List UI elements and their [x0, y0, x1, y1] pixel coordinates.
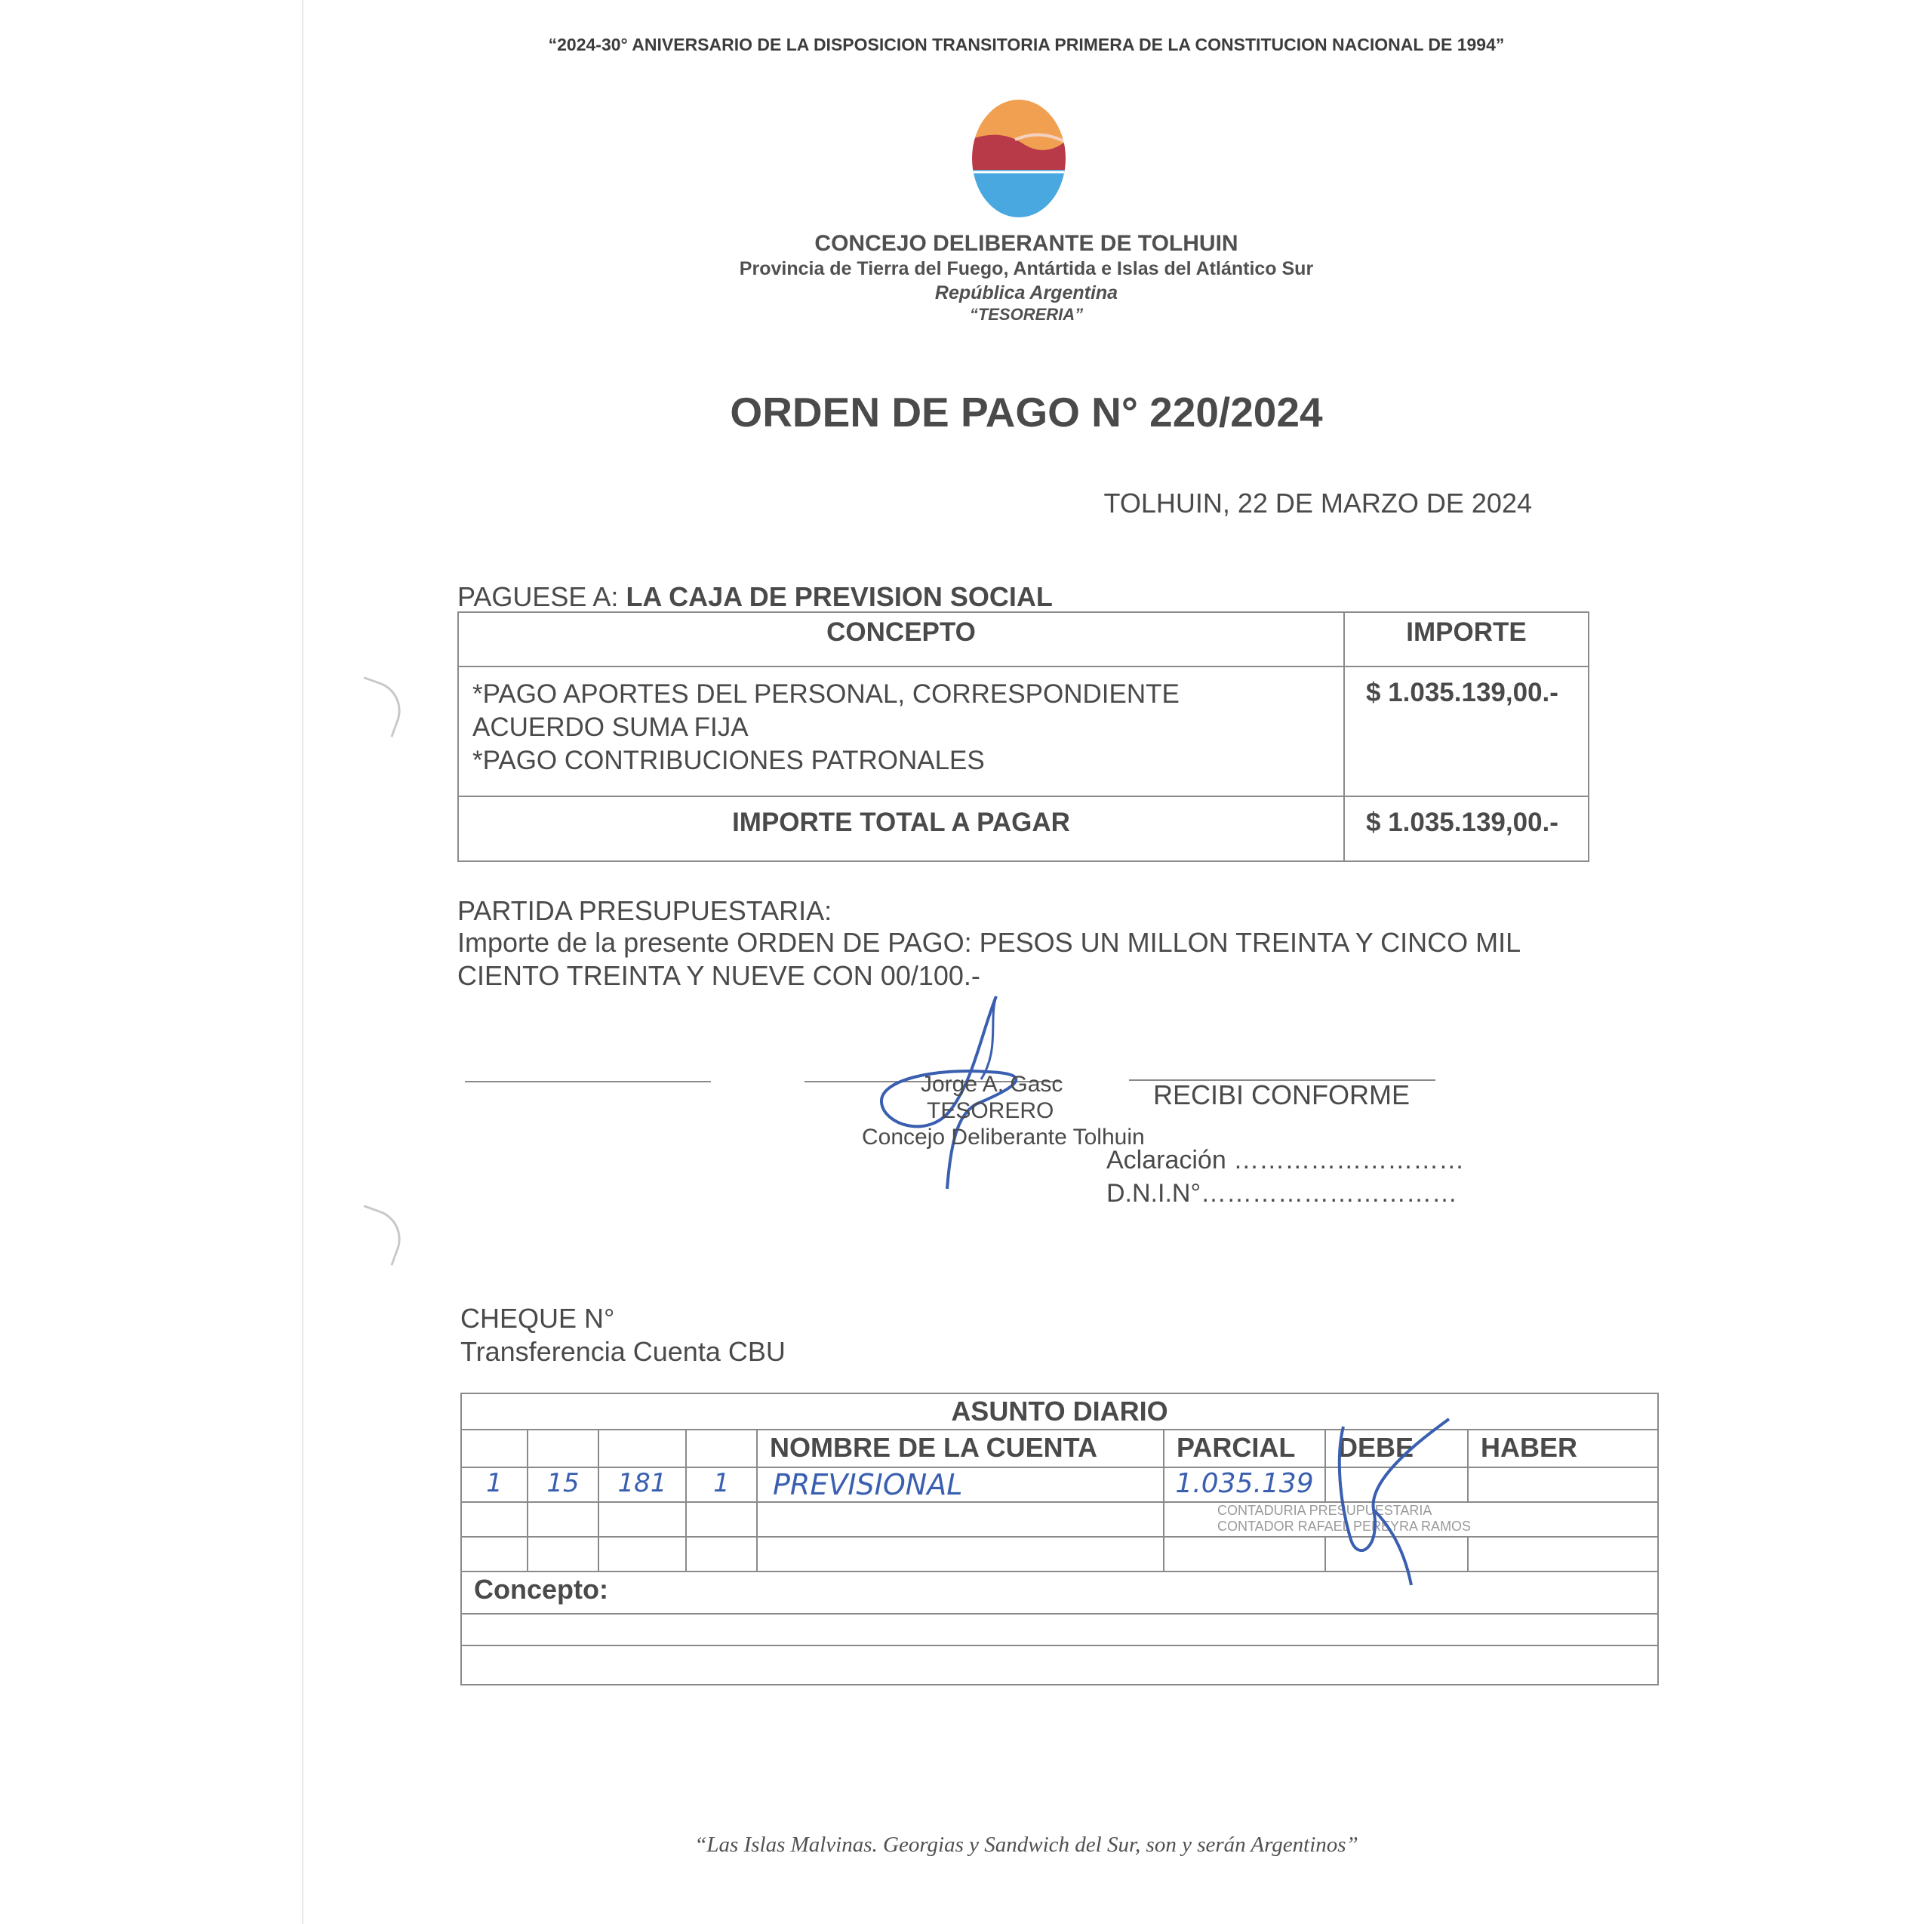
partial-amount: 1.035.139	[1164, 1467, 1325, 1502]
punch-hole	[348, 676, 409, 737]
journal-code: 1	[686, 1467, 757, 1502]
treasurer-role: TESORERO	[927, 1098, 1054, 1123]
aclaracion-field: Aclaración ………………………	[1106, 1146, 1465, 1174]
stamp-line: CONTADOR RAFAEL PEREYRA RAMOS	[1217, 1519, 1472, 1534]
country: República Argentina	[934, 282, 1118, 303]
account-header: NOMBRE DE LA CUENTA	[757, 1430, 1164, 1467]
concept-line: ACUERDO SUMA FIJA	[472, 713, 749, 742]
journal-cell	[686, 1537, 757, 1572]
transfer-label: Transferencia Cuenta CBU	[460, 1336, 786, 1367]
journal-cell	[461, 1614, 1658, 1645]
province: Provincia de Tierra del Fuego, Antártida e Islas del Atlántico Sur	[739, 258, 1314, 279]
accountant-signature	[1328, 1411, 1464, 1593]
journal-cell	[1164, 1537, 1325, 1572]
place-date: TOLHUIN, 22 DE MARZO DE 2024	[1103, 488, 1532, 519]
journal-cell	[757, 1537, 1164, 1572]
debit-header: DEBE	[1325, 1430, 1468, 1467]
footer-motto: “Las Islas Malvinas. Georgias y Sandwich del Sur, son y serán Argentinos”	[694, 1833, 1358, 1857]
total-amount: $ 1.035.139,00.-	[1344, 796, 1589, 861]
journal-cell	[1468, 1537, 1658, 1572]
total-label: IMPORTE TOTAL A PAGAR	[458, 796, 1344, 861]
amount-header: IMPORTE	[1344, 612, 1589, 666]
budget-label: PARTIDA PRESUPUESTARIA:	[457, 895, 832, 926]
journal-cell	[461, 1537, 528, 1572]
journal-code: 181	[598, 1467, 686, 1502]
journal-cell	[686, 1430, 757, 1467]
partial-header: PARCIAL	[1164, 1430, 1325, 1467]
council-logo	[970, 98, 1068, 219]
stamp-line: CONTADURIA PRESUPUESTARIA	[1217, 1503, 1432, 1518]
journal-cell	[598, 1430, 686, 1467]
punch-hole	[348, 1205, 409, 1266]
cheque-label: CHEQUE N°	[460, 1303, 615, 1334]
journal-cell	[598, 1502, 686, 1537]
concept-cell	[458, 666, 1344, 796]
journal-cell	[461, 1430, 528, 1467]
treasurer-name: Jorge A. Gasc	[921, 1072, 1063, 1097]
journal-code: 15	[528, 1467, 598, 1502]
amount-in-words-2: CIENTO TREINTA Y NUEVE CON 00/100.-	[457, 960, 980, 991]
journal-cell	[528, 1430, 598, 1467]
anniversary-header: “2024-30° ANIVERSARIO DE LA DISPOSICION TRANSITORIA PRIMERA DE LA CONSTITUCION NACIONAL DE 1994”	[548, 35, 1505, 54]
journal-cell	[686, 1502, 757, 1537]
journal-cell	[1468, 1467, 1658, 1502]
concept-header: CONCEPTO	[458, 612, 1344, 666]
journal-cell	[528, 1502, 598, 1537]
treasurer-body: Concejo Deliberante Tolhuin	[862, 1125, 1145, 1150]
payee-name: LA CAJA DE PREVISION SOCIAL	[626, 581, 1053, 612]
payee-line	[457, 581, 1053, 613]
journal-cell	[598, 1537, 686, 1572]
department: “TESORERIA”	[969, 305, 1084, 324]
journal-title: ASUNTO DIARIO	[461, 1393, 1658, 1430]
dni-field: D.N.I.N°…………………………	[1106, 1179, 1458, 1208]
journal-cell	[757, 1502, 1164, 1537]
account-name: PREVISIONAL	[757, 1467, 1164, 1502]
received-label: RECIBI CONFORME	[1153, 1079, 1411, 1110]
signature-line	[465, 1081, 711, 1082]
journal-cell	[461, 1502, 528, 1537]
journal-cell	[461, 1645, 1658, 1685]
amount-in-words-1: Importe de la presente ORDEN DE PAGO: PESOS UN MILLON TREINTA Y CINCO MIL	[457, 927, 1521, 958]
page-margin-line	[302, 0, 303, 1924]
journal-cell	[528, 1537, 598, 1572]
concept-line: *PAGO CONTRIBUCIONES PATRONALES	[472, 746, 985, 775]
journal-code: 1	[461, 1467, 528, 1502]
amount-cell: $ 1.035.139,00.-	[1344, 666, 1589, 796]
page-title: ORDEN DE PAGO N° 220/2024	[730, 389, 1323, 436]
payee-label: PAGUESE A:	[457, 581, 619, 612]
concept-line: *PAGO APORTES DEL PERSONAL, CORRESPONDIENTE	[472, 679, 1180, 709]
journal-table	[460, 1393, 1659, 1685]
credit-header: HABER	[1468, 1430, 1658, 1467]
concept-table	[457, 611, 1589, 862]
journal-concept-label: Concepto:	[461, 1572, 1658, 1614]
org-name: CONCEJO DELIBERANTE DE TOLHUIN	[814, 231, 1238, 256]
